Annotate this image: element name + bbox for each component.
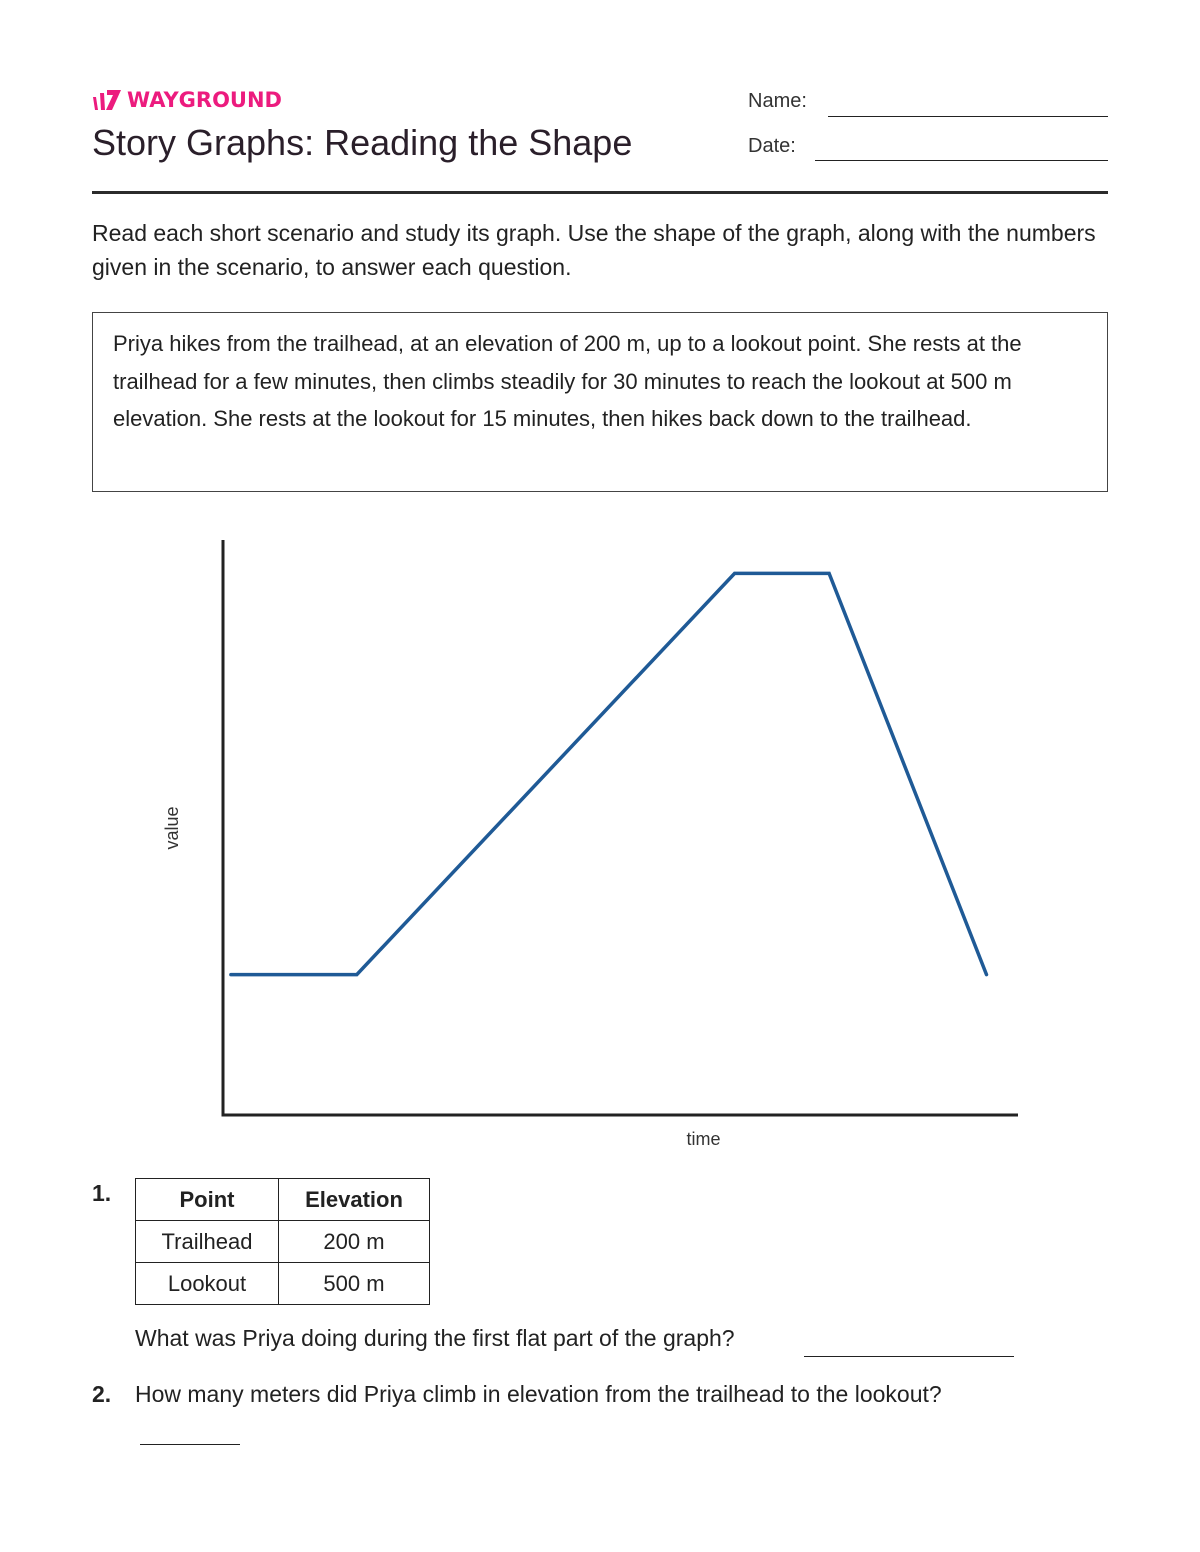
page-title: Story Graphs: Reading the Shape (92, 122, 633, 163)
question-1-answer-line[interactable] (804, 1356, 1014, 1357)
question-1-number: 1. (92, 1180, 112, 1206)
elevation-table (135, 1178, 430, 1305)
table-header-point: Point (136, 1179, 279, 1221)
question-2-number: 2. (92, 1381, 112, 1407)
question-2-answer-line[interactable] (140, 1444, 240, 1445)
header-divider (92, 191, 1108, 194)
scenario-text: Priya hikes from the trailhead, at an elevation of 200 m, up to a lookout point. She rests at the trailhead for a few minutes, then climbs steadily for 30 minutes to reach the lookout at 500 m elevation. She rests at the lookout for 15 minutes, then hikes back down to the trailhead. (113, 331, 1022, 431)
table-cell: 200 m (279, 1221, 430, 1263)
series-line (231, 573, 987, 974)
wayground-logo-icon (92, 88, 122, 112)
brand-logo (92, 86, 282, 114)
table-header-row (136, 1179, 430, 1221)
name-field[interactable] (828, 116, 1108, 117)
table-cell: Trailhead (136, 1221, 279, 1263)
question-1-text: What was Priya doing during the first flat part of the graph? (135, 1325, 735, 1351)
question-2-text: How many meters did Priya climb in elevation from the trailhead to the lookout? (135, 1381, 942, 1407)
table-row (136, 1221, 430, 1263)
table-cell: 500 m (279, 1263, 430, 1305)
table-cell: Lookout (136, 1263, 279, 1305)
y-axis-label: value (162, 806, 182, 850)
instructions: Read each short scenario and study its graph. Use the shape of the graph, along with the numbers given in the scenario, to answer each question. (92, 220, 1096, 280)
date-field[interactable] (815, 160, 1108, 161)
date-label: Date: (748, 135, 796, 157)
brand-name: WAYGROUND (127, 88, 282, 112)
name-label: Name: (748, 90, 807, 112)
table-header-elevation: Elevation (279, 1179, 430, 1221)
table-row (136, 1263, 430, 1305)
x-axis-label: time (686, 1129, 721, 1149)
scenario-box (92, 312, 1108, 492)
elevation-story-graph (140, 530, 1040, 1160)
